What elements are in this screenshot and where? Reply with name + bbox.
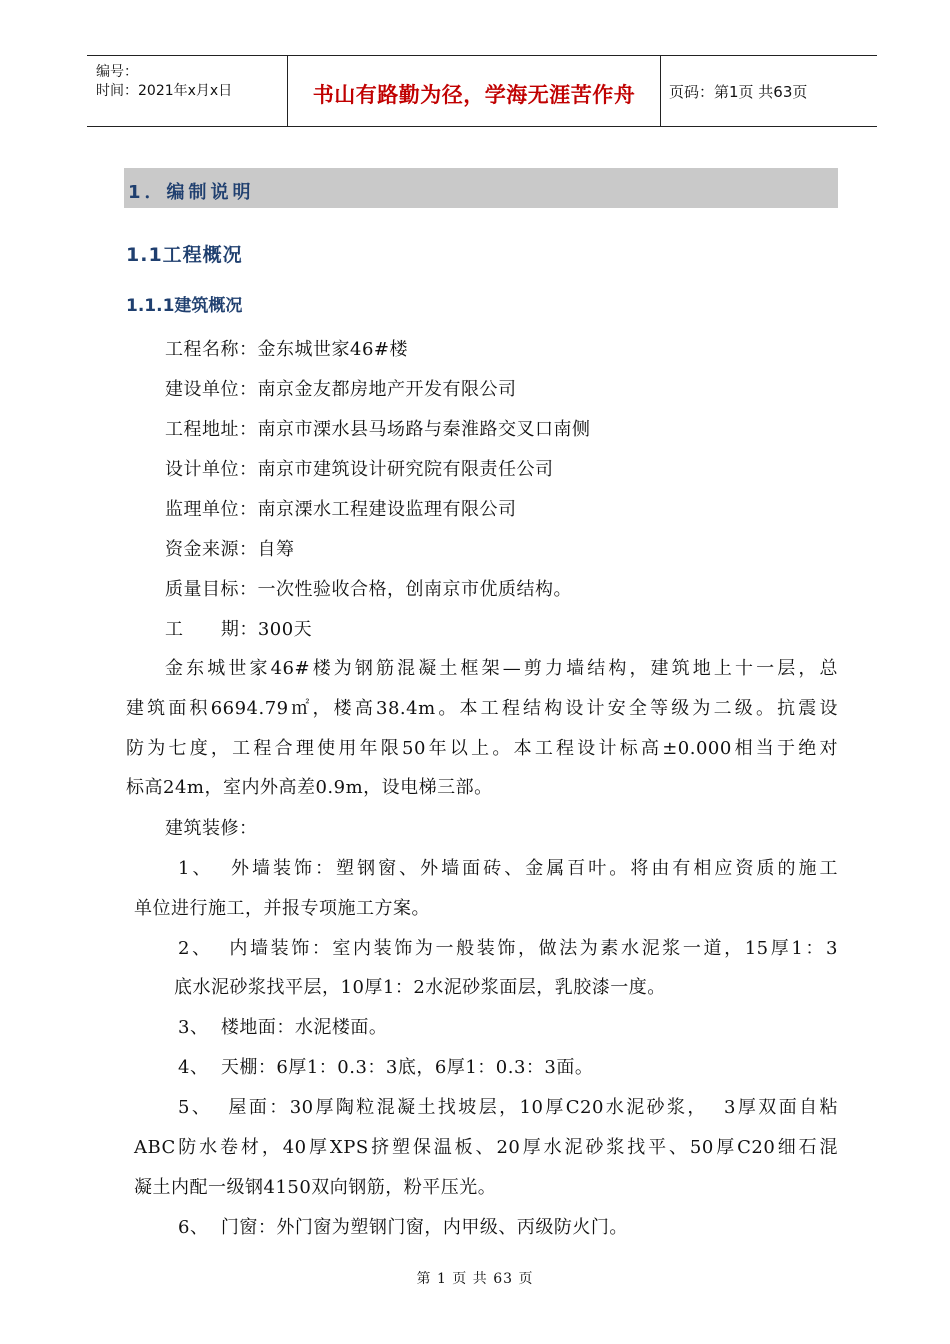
decoration-label: 建筑装修： [165, 818, 258, 839]
header-motto: 书山有路勤为径，学海无涯苦作舟 [312, 83, 636, 107]
overview-line: 标高24m，室内外高差0.9m，设电梯三部。 [126, 777, 493, 798]
info-line: 监理单位：南京溧水工程建设监理有限公司 [165, 499, 517, 520]
section-title-bar [124, 168, 838, 208]
decoration-item: 6、 门窗：外门窗为塑钢门窗，内甲级、丙级防火门。 [178, 1217, 628, 1238]
time-label: 时间：2021年x月x日 [96, 83, 233, 99]
subsection-title: 1.1工程概况 [126, 244, 243, 266]
decoration-item: ABC防水卷材，40厚XPS挤塑保温板、20厚水泥砂浆找平、50厚C20细石混 [134, 1137, 838, 1158]
overview-line: 防为七度，工程合理使用年限50年以上。本工程设计标高±0.000相当于绝对 [126, 738, 838, 759]
info-line: 工程地址：南京市溧水县马场路与秦淮路交叉口南侧 [165, 419, 591, 440]
decoration-item: 底水泥砂浆找平层，10厚1：2水泥砂浆面层，乳胶漆一度。 [174, 977, 666, 998]
header-left-cell [87, 56, 288, 126]
info-line: 建设单位：南京金友都房地产开发有限公司 [165, 379, 517, 400]
info-line: 工程名称：金东城世家46#楼 [165, 339, 408, 360]
page-footer: 第 1 页 共 63 页 [416, 1271, 534, 1287]
overview-line: 建筑面积6694.79㎡，楼高38.4m。本工程结构设计安全等级为二级。抗震设 [126, 698, 838, 719]
number-label: 编号： [96, 64, 138, 80]
page-header [87, 55, 877, 127]
info-line: 工 期：300天 [165, 619, 313, 640]
header-page-cell [661, 56, 877, 126]
info-line: 资金来源：自筹 [165, 539, 295, 560]
decoration-item: 3、 楼地面：水泥楼面。 [178, 1017, 388, 1038]
overview-line: 金东城世家46#楼为钢筋混凝土框架—剪力墙结构，建筑地上十一层，总 [165, 658, 838, 679]
section-title: 1．编制说明 [128, 182, 255, 203]
info-line: 质量目标：一次性验收合格，创南京市优质结构。 [165, 579, 572, 600]
info-line: 设计单位：南京市建筑设计研究院有限责任公司 [165, 459, 554, 480]
decoration-item: 单位进行施工，并报专项施工方案。 [134, 898, 430, 919]
decoration-item: 凝土内配一级钢4150双向钢筋，粉平压光。 [134, 1177, 497, 1198]
header-motto-cell [288, 56, 661, 126]
decoration-item: 2、 内墙装饰：室内装饰为一般装饰，做法为素水泥浆一道，15厚1：3 [178, 938, 838, 959]
decoration-item: 1、 外墙装饰：塑钢窗、外墙面砖、金属百叶。将由有相应资质的施工 [178, 858, 838, 879]
decoration-item: 5、 屋面：30厚陶粒混凝土找坡层，10厚C20水泥砂浆， 3厚双面自粘 [178, 1097, 838, 1118]
header-page-info: 页码：第1页 共63页 [669, 83, 808, 101]
decoration-item: 4、 天棚：6厚1：0.3：3底，6厚1：0.3：3面。 [178, 1057, 594, 1078]
subsubsection-title: 1.1.1建筑概况 [126, 296, 243, 316]
